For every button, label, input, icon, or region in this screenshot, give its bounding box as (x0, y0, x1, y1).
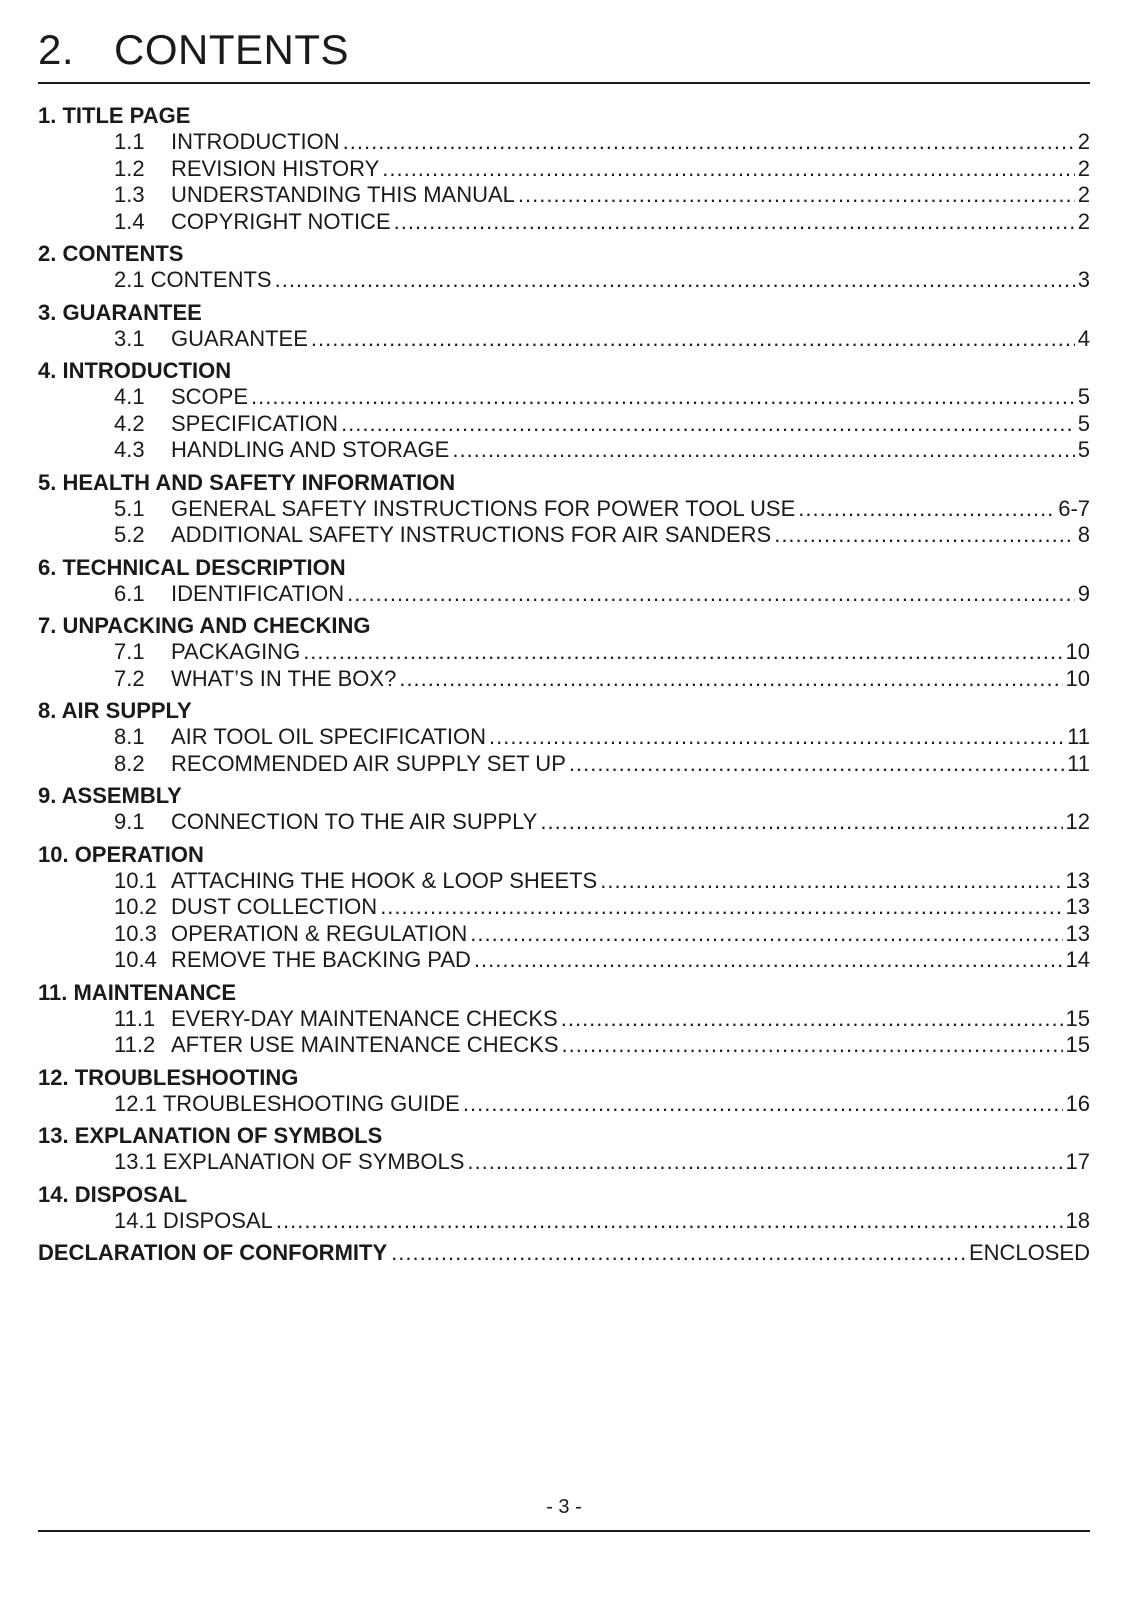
toc-declaration-page: ENCLOSED (968, 1240, 1090, 1265)
toc-dot-leader (561, 1006, 1063, 1033)
toc-entry-number: 8.2 (114, 750, 145, 776)
toc-entry-page: 2 (1077, 182, 1090, 207)
toc-entry (38, 894, 1090, 921)
toc-section-title: 4. INTRODUCTION (38, 358, 232, 383)
toc-section-title: 5. HEALTH AND SAFETY INFORMATION (38, 469, 456, 495)
table-of-contents (38, 102, 1090, 1266)
toc-entry-number: 10.3 (114, 920, 157, 946)
toc-dot-leader (382, 156, 1075, 183)
toc-entry-number: 1.3 (114, 182, 145, 207)
toc-entry (38, 639, 1090, 666)
toc-declaration (38, 1239, 1090, 1266)
toc-entry (38, 209, 1090, 236)
toc-entry-label: HANDLING AND STORAGE (171, 437, 450, 462)
toc-section-title: 12. TROUBLESHOOTING (38, 1064, 299, 1090)
toc-entry-number: 3.1 (114, 325, 145, 351)
toc-entry-label: CONTENTS (150, 267, 272, 292)
toc-entry-page: 5 (1077, 384, 1090, 409)
toc-dot-leader (470, 921, 1062, 948)
toc-section-title: 11. MAINTENANCE (38, 979, 237, 1005)
toc-section (38, 357, 1090, 464)
toc-section-title: 9. ASSEMBLY (38, 783, 182, 808)
toc-entry-page: 9 (1077, 580, 1090, 606)
toc-dot-leader (275, 267, 1075, 294)
toc-section (38, 240, 1090, 294)
toc-entry-number: 11.1 (114, 1005, 156, 1031)
toc-entry (38, 581, 1090, 608)
toc-entry-page: 13 (1065, 894, 1090, 919)
toc-section (38, 554, 1090, 608)
toc-entry (38, 1149, 1090, 1176)
toc-entry-label: GENERAL SAFETY INSTRUCTIONS FOR POWER TOOL USE (171, 495, 796, 521)
toc-entry-number: 9.1 (114, 809, 145, 834)
toc-entry-label: IDENTIFICATION (171, 580, 345, 606)
toc-entry-number: 5.1 (114, 495, 145, 521)
toc-entry-label: INTRODUCTION (171, 129, 340, 154)
toc-section-title: 1. TITLE PAGE (38, 103, 191, 128)
toc-entry-page: 10 (1065, 639, 1090, 664)
toc-entry (38, 666, 1090, 693)
toc-entry-page: 14 (1065, 947, 1090, 972)
toc-section-title: 13. EXPLANATION OF SYMBOLS (38, 1123, 383, 1148)
toc-entry-label: OPERATION & REGULATION (171, 920, 468, 946)
toc-entry (38, 921, 1090, 948)
toc-entry (38, 411, 1090, 438)
toc-entry-label: AFTER USE MAINTENANCE CHECKS (171, 1032, 559, 1057)
toc-entry-page: 16 (1065, 1090, 1090, 1116)
toc-entry-label: SCOPE (171, 384, 249, 409)
toc-section (38, 979, 1090, 1059)
toc-entry (38, 724, 1090, 751)
page-title-text: CONTENTS (114, 26, 349, 73)
toc-entry-page: 10 (1065, 665, 1090, 691)
toc-section (38, 782, 1090, 836)
toc-entry (38, 156, 1090, 183)
toc-section (38, 697, 1090, 777)
toc-entry-page: 15 (1065, 1032, 1090, 1057)
toc-section (38, 299, 1090, 353)
toc-entry-label: RECOMMENDED AIR SUPPLY SET UP (171, 750, 566, 776)
toc-entry-page: 15 (1065, 1005, 1090, 1031)
toc-section-title: 2. CONTENTS (38, 241, 184, 266)
toc-entry (38, 267, 1090, 294)
toc-section (38, 1064, 1090, 1118)
toc-dot-leader (341, 411, 1075, 438)
toc-entry-page: 8 (1077, 522, 1090, 547)
toc-dot-leader (399, 666, 1062, 693)
toc-entry-label: PACKAGING (171, 639, 301, 664)
toc-dot-leader (562, 1032, 1063, 1059)
toc-section-title: 6. TECHNICAL DESCRIPTION (38, 554, 346, 580)
toc-entry-label: ADDITIONAL SAFETY INSTRUCTIONS FOR AIR SANDERS (171, 522, 772, 547)
toc-entry (38, 437, 1090, 464)
toc-entry (38, 868, 1090, 895)
toc-entry-number: 13.1 (114, 1149, 157, 1174)
bottom-divider (38, 1530, 1090, 1532)
toc-section-title: 14. DISPOSAL (38, 1181, 188, 1207)
toc-entry-label: EXPLANATION OF SYMBOLS (162, 1149, 465, 1174)
toc-dot-leader (489, 724, 1064, 751)
toc-entry (38, 326, 1090, 353)
toc-entry-page: 3 (1077, 267, 1090, 292)
toc-entry-label: WHAT’S IN THE BOX? (171, 665, 397, 691)
toc-entry-number: 1.1 (114, 129, 145, 154)
toc-dot-leader (311, 326, 1075, 353)
toc-entry-page: 12 (1065, 809, 1090, 834)
toc-entry-page: 5 (1077, 437, 1090, 462)
toc-section-title: 10. OPERATION (38, 841, 204, 867)
toc-entry (38, 947, 1090, 974)
toc-entry-label: EVERY-DAY MAINTENANCE CHECKS (171, 1005, 558, 1031)
toc-dot-leader (569, 751, 1064, 778)
toc-entry-page: 11 (1067, 750, 1090, 776)
toc-dot-leader (540, 809, 1062, 836)
toc-entry (38, 1208, 1090, 1235)
toc-entry-label: COPYRIGHT NOTICE (171, 208, 391, 234)
toc-entry (38, 522, 1090, 549)
toc-entry-number: 11.2 (114, 1032, 156, 1057)
toc-entry-page: 11 (1067, 724, 1090, 749)
toc-entry (38, 1032, 1090, 1059)
toc-entry-page: 2 (1077, 155, 1090, 181)
toc-section (38, 1181, 1090, 1235)
toc-section (38, 612, 1090, 692)
toc-entry (38, 182, 1090, 209)
toc-entry (38, 809, 1090, 836)
toc-dot-leader (774, 522, 1075, 549)
top-divider (38, 82, 1090, 84)
toc-entry-label: CONNECTION TO THE AIR SUPPLY (171, 809, 538, 834)
toc-entry-number: 7.1 (114, 639, 145, 664)
toc-entry-number: 2.1 (114, 267, 145, 292)
page-title-number: 2. (38, 26, 75, 73)
toc-entry-label: SPECIFICATION (171, 410, 339, 436)
toc-entry-page: 2 (1077, 129, 1090, 154)
toc-entry-page: 17 (1065, 1149, 1090, 1174)
toc-dot-leader (463, 1091, 1063, 1118)
toc-entry-page: 13 (1065, 920, 1090, 946)
toc-entry-number: 10.2 (114, 894, 157, 919)
toc-entry (38, 1006, 1090, 1033)
toc-entry-label: UNDERSTANDING THIS MANUAL (171, 182, 515, 207)
toc-entry-label: TROUBLESHOOTING GUIDE (162, 1090, 460, 1116)
toc-section-title: 8. AIR SUPPLY (38, 698, 192, 723)
toc-section-title: 7. UNPACKING AND CHECKING (38, 613, 371, 638)
toc-dot-leader (394, 209, 1075, 236)
toc-section (38, 102, 1090, 235)
toc-entry-page: 18 (1065, 1207, 1090, 1233)
toc-entry-label: REVISION HISTORY (171, 155, 380, 181)
toc-dot-leader (452, 437, 1074, 464)
toc-entry-number: 10.4 (114, 947, 157, 972)
toc-entry (38, 129, 1090, 156)
toc-dot-leader (347, 581, 1075, 608)
toc-entry-number: 4.1 (114, 384, 145, 409)
toc-dot-leader (343, 129, 1075, 156)
toc-entry-label: DUST COLLECTION (171, 894, 378, 919)
toc-section (38, 469, 1090, 549)
toc-section (38, 841, 1090, 974)
toc-entry-number: 4.3 (114, 437, 145, 462)
toc-dot-leader (518, 182, 1075, 209)
toc-dot-leader (380, 894, 1062, 921)
page-title (38, 26, 349, 74)
toc-dot-leader (303, 639, 1062, 666)
toc-entry-page: 5 (1077, 410, 1090, 436)
toc-dot-leader (600, 868, 1062, 895)
toc-entry (38, 751, 1090, 778)
toc-entry-page: 6-7 (1058, 495, 1090, 521)
toc-entry-number: 6.1 (114, 580, 145, 606)
toc-section (38, 1122, 1090, 1176)
toc-dot-leader (276, 1208, 1063, 1235)
toc-entry-label: REMOVE THE BACKING PAD (171, 947, 471, 972)
toc-entry-label: DISPOSAL (162, 1207, 273, 1233)
toc-dot-leader (467, 1149, 1062, 1176)
toc-entry (38, 384, 1090, 411)
toc-entry-number: 12.1 (114, 1090, 157, 1116)
toc-declaration-label: DECLARATION OF CONFORMITY (38, 1240, 388, 1265)
toc-entry-number: 7.2 (114, 665, 145, 691)
toc-dot-leader (474, 947, 1063, 974)
toc-entry-label: GUARANTEE (171, 325, 308, 351)
toc-entry-page: 13 (1065, 867, 1090, 893)
toc-dot-leader (391, 1239, 965, 1266)
toc-entry-label: AIR TOOL OIL SPECIFICATION (171, 724, 486, 749)
toc-entry-number: 14.1 (114, 1207, 157, 1233)
toc-entry (38, 1091, 1090, 1118)
toc-entry-number: 5.2 (114, 522, 145, 547)
toc-entry-number: 8.1 (114, 724, 145, 749)
toc-entry-label: ATTACHING THE HOOK & LOOP SHEETS (171, 867, 598, 893)
toc-dot-leader (251, 384, 1075, 411)
page-number: - 3 - (546, 1496, 582, 1518)
toc-dot-leader (798, 496, 1055, 523)
toc-entry-number: 4.2 (114, 410, 145, 436)
toc-entry-number: 1.4 (114, 208, 145, 234)
toc-section-title: 3. GUARANTEE (38, 299, 202, 325)
toc-entry-number: 1.2 (114, 155, 145, 181)
toc-entry-page: 2 (1077, 208, 1090, 234)
toc-entry (38, 496, 1090, 523)
toc-entry-number: 10.1 (114, 867, 157, 893)
toc-entry-page: 4 (1077, 325, 1090, 351)
